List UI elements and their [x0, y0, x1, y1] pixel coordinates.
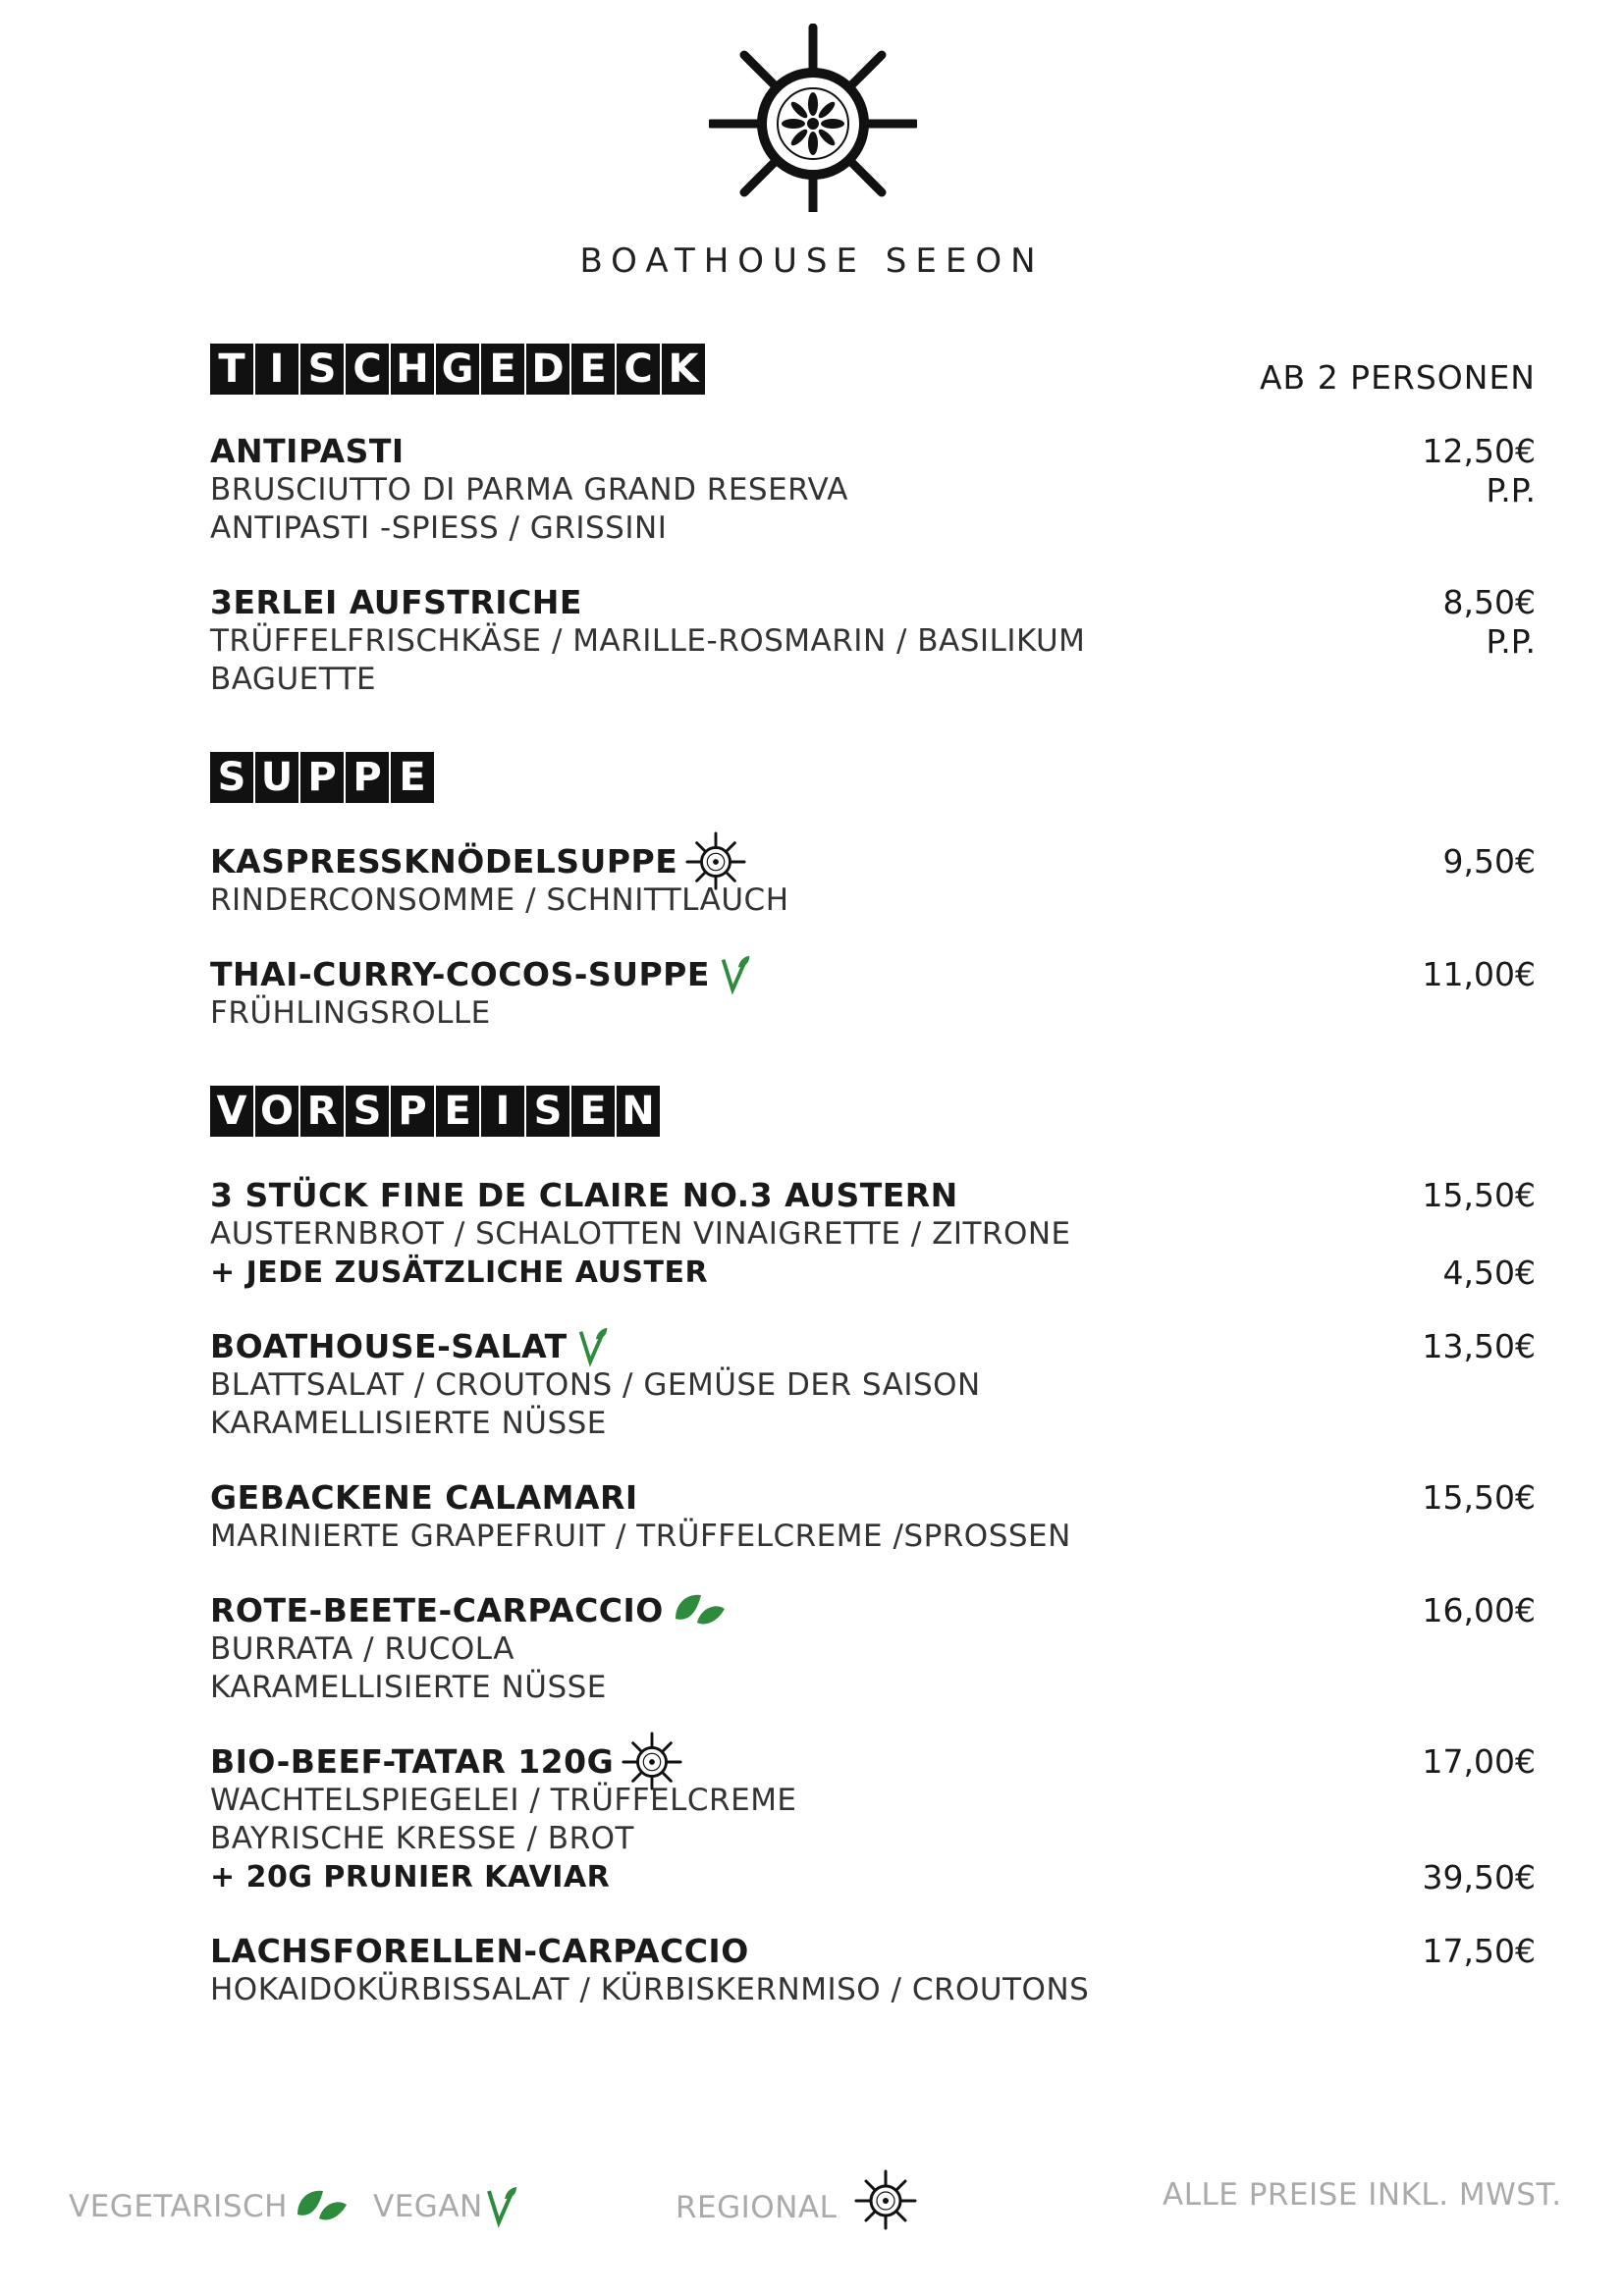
legend-vegetarian [69, 2185, 349, 2228]
item-description: ANTIPASTI -SPIESS / GRISSINI [210, 510, 668, 546]
menu-item [210, 1478, 1536, 1556]
title-letter-tile: O [255, 1086, 298, 1137]
legend-vegetarian-label: VEGETARISCH [69, 2189, 288, 2224]
title-letter-tile: C [617, 344, 660, 395]
item-prices [1320, 1176, 1536, 1292]
item-description: WACHTELSPIEGELEI / TRÜFFELCREME [210, 1783, 797, 1818]
menu-item [210, 1742, 1536, 1896]
item-price: 11,00€ [1422, 955, 1536, 993]
item-details [210, 1176, 1320, 1292]
prices-incl-vat-note [1163, 2177, 1562, 2213]
vegetarian-icon [672, 1589, 727, 1632]
item-details [210, 842, 1320, 920]
section-title [210, 752, 434, 803]
item-prices [1320, 583, 1536, 699]
menu-item [210, 432, 1536, 548]
legend-vegan [373, 2185, 518, 2228]
section-header [210, 342, 1536, 395]
item-prices [1320, 842, 1536, 920]
item-description: TRÜFFELFRISCHKÄSE / MARILLE-ROSMARIN / BASILIKUM [210, 623, 1086, 659]
item-name-line [210, 1176, 1320, 1215]
item-name-line [210, 432, 1320, 471]
item-name: THAI-CURRY-COCOS-SUPPE [210, 955, 710, 993]
item-name-line [210, 1327, 1320, 1366]
item-name-line [210, 1591, 1320, 1630]
menu-content [210, 342, 1536, 2009]
title-letter-tile: E [391, 752, 434, 803]
item-name-line [210, 1742, 1320, 1782]
title-letter-tile: E [436, 1086, 479, 1137]
menu-section [210, 342, 1536, 699]
addon-price: 39,50€ [1422, 1858, 1536, 1896]
item-prices [1320, 1327, 1536, 1443]
item-description: AUSTERNBROT / SCHALOTTEN VINAIGRETTE / ZITRONE [210, 1216, 1071, 1252]
title-letter-tile: P [391, 1086, 434, 1137]
menu-item [210, 1176, 1536, 1292]
menu-section [210, 750, 1536, 1033]
title-letter-tile: D [526, 344, 569, 395]
section-header [210, 1084, 1536, 1137]
item-details [210, 955, 1320, 1033]
price-spacer [1320, 1782, 1536, 1820]
item-description: FRÜHLINGSROLLE [210, 995, 491, 1031]
item-details [210, 1932, 1320, 2009]
item-name-line [210, 1932, 1320, 1971]
item-details [210, 1591, 1320, 1707]
item-prices [1320, 955, 1536, 1033]
menu-item [210, 1932, 1536, 2009]
title-letter-tile: E [571, 1086, 615, 1137]
item-name: 3 STÜCK FINE DE CLAIRE NO.3 AUSTERN [210, 1176, 958, 1214]
item-description: KARAMELLISIERTE NÜSSE [210, 1406, 607, 1441]
item-name: GEBACKENE CALAMARI [210, 1478, 638, 1517]
title-letter-tile: V [210, 1086, 253, 1137]
menu-item [210, 955, 1536, 1033]
item-description: BAYRISCHE KRESSE / BROT [210, 1821, 634, 1856]
item-details [210, 432, 1320, 548]
item-name: BIO-BEEF-TATAR 120G [210, 1742, 615, 1781]
menu-item [210, 583, 1536, 699]
title-letter-tile: S [526, 1086, 569, 1137]
prices-note-label: ALLE PREISE INKL. MWST. [1163, 2177, 1562, 2213]
item-description: BAGUETTE [210, 662, 377, 697]
menu-item [210, 1591, 1536, 1707]
title-letter-tile: E [481, 344, 524, 395]
item-diet-marker [718, 954, 753, 995]
legend-vegan-label: VEGAN [373, 2189, 483, 2224]
item-name-line [210, 955, 1320, 994]
item-name: 3ERLEI AUFSTRICHE [210, 583, 582, 621]
item-description: BLATTSALAT / CROUTONS / GEMÜSE DER SAISON [210, 1367, 981, 1403]
item-prices [1320, 1932, 1536, 2009]
item-price: 17,50€ [1422, 1932, 1536, 1970]
vegan-icon [575, 1326, 611, 1367]
menu-section [210, 1084, 1536, 2009]
title-letter-tile: I [255, 344, 298, 395]
item-description: BRUSCIUTTO DI PARMA GRAND RESERVA [210, 472, 848, 507]
brand-name: BOATHOUSE SEEON [579, 241, 1045, 281]
item-prices [1320, 1591, 1536, 1707]
title-letter-tile: K [662, 344, 705, 395]
title-letter-tile: H [391, 344, 434, 395]
item-description: KARAMELLISIERTE NÜSSE [210, 1670, 607, 1705]
item-price: 12,50€ [1422, 432, 1536, 470]
item-price: 8,50€ [1442, 583, 1536, 621]
item-details [210, 1327, 1320, 1443]
item-name-line [210, 583, 1320, 622]
item-name: ANTIPASTI [210, 432, 405, 470]
title-letter-tile: G [436, 344, 479, 395]
vegan-icon [485, 2185, 518, 2228]
title-letter-tile: S [210, 752, 253, 803]
title-letter-tile: P [300, 752, 344, 803]
ship-wheel-logo-icon [709, 24, 917, 212]
item-addon: + 20G PRUNIER KAVIAR [210, 1860, 611, 1895]
title-letter-tile: E [571, 344, 615, 395]
item-description: RINDERCONSOMME / SCHNITTLAUCH [210, 882, 789, 918]
item-description: HOKAIDOKÜRBISSALAT / KÜRBISKERNMISO / CROUTONS [210, 1972, 1090, 2007]
title-letter-tile: S [300, 344, 344, 395]
title-letter-tile: N [617, 1086, 660, 1137]
legend-regional [676, 2183, 917, 2232]
legend-regional-label: REGIONAL [676, 2190, 838, 2225]
title-letter-tile: C [346, 344, 389, 395]
item-name-line [210, 842, 1320, 881]
item-description: BURRATA / RUCOLA [210, 1631, 514, 1667]
item-addon: + JEDE ZUSÄTZLICHE AUSTER [210, 1255, 709, 1290]
item-name: ROTE-BEETE-CARPACCIO [210, 1591, 664, 1629]
vegetarian-icon [294, 2185, 349, 2228]
title-letter-tile: R [300, 1086, 344, 1137]
title-letter-tile: U [255, 752, 298, 803]
item-price: 17,00€ [1422, 1742, 1536, 1781]
item-details [210, 1742, 1320, 1896]
item-price: 16,00€ [1422, 1591, 1536, 1629]
section-note: AB 2 PERSONEN [1259, 358, 1536, 397]
section-title [210, 1086, 660, 1137]
item-prices [1320, 1742, 1536, 1896]
item-name: LACHSFORELLEN-CARPACCIO [210, 1932, 749, 1970]
item-name: BOATHOUSE-SALAT [210, 1327, 568, 1365]
menu-item [210, 842, 1536, 920]
section-title [210, 344, 705, 395]
section-header [210, 750, 1536, 803]
regional-wheel-icon [854, 2169, 917, 2232]
item-diet-marker [575, 1326, 611, 1367]
price-unit: P.P. [1486, 471, 1536, 509]
addon-price: 4,50€ [1442, 1254, 1536, 1292]
item-name-line [210, 1478, 1320, 1518]
title-letter-tile: I [481, 1086, 524, 1137]
item-price: 15,50€ [1422, 1176, 1536, 1214]
price-unit: P.P. [1486, 622, 1536, 661]
item-price: 9,50€ [1442, 842, 1536, 881]
item-prices [1320, 432, 1536, 548]
item-name: KASPRESSKNÖDELSUPPE [210, 842, 678, 881]
legend-footer [0, 2177, 1624, 2246]
item-diet-marker [672, 1589, 727, 1632]
vegan-icon [718, 954, 753, 995]
item-prices [1320, 1478, 1536, 1556]
item-price: 15,50€ [1422, 1478, 1536, 1517]
title-letter-tile: T [210, 344, 253, 395]
title-letter-tile: P [346, 752, 389, 803]
title-letter-tile: S [346, 1086, 389, 1137]
menu-item [210, 1327, 1536, 1443]
item-details [210, 1478, 1320, 1556]
item-price: 13,50€ [1422, 1327, 1536, 1365]
item-details [210, 583, 1320, 699]
item-description: MARINIERTE GRAPEFRUIT / TRÜFFELCREME /SPROSSEN [210, 1519, 1071, 1554]
